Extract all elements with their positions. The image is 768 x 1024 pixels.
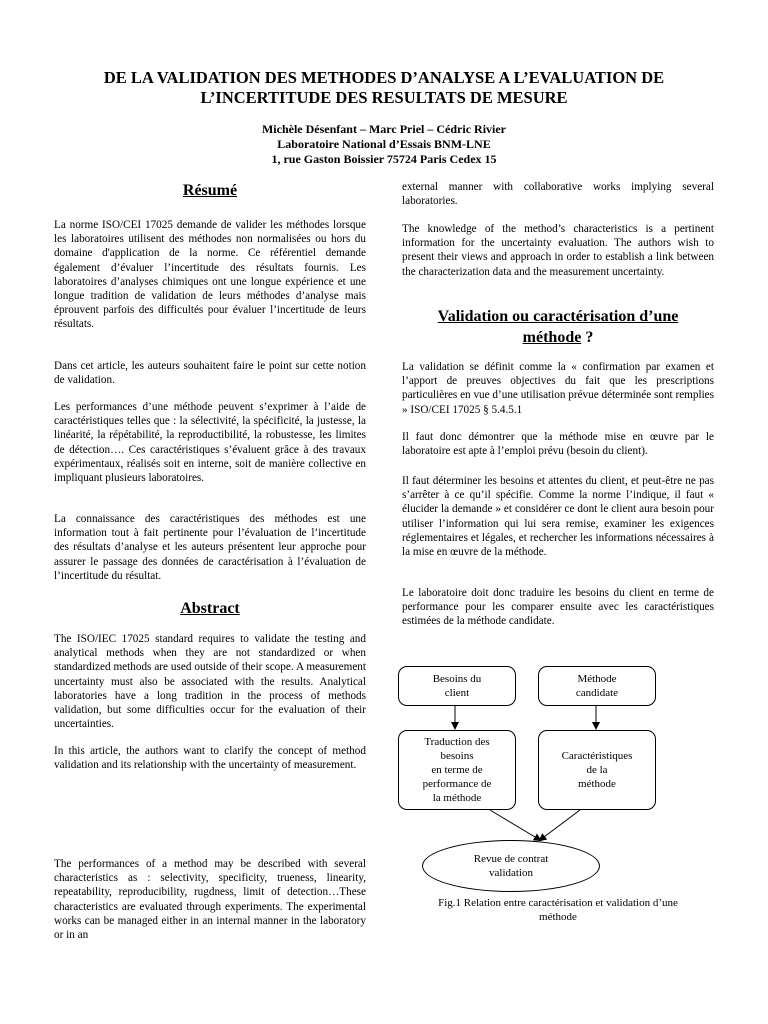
box4-line-1: Caractéristiques xyxy=(561,750,633,762)
box3-line-4: performance de xyxy=(422,778,492,790)
box3-line-3: en terme de xyxy=(431,764,483,776)
box-besoins-client xyxy=(398,666,516,706)
ellipse-revue-contrat xyxy=(422,840,600,892)
title-line-2: L’INCERTITUDE DES RESULTATS DE MESURE xyxy=(200,88,568,107)
paper-title xyxy=(40,68,728,108)
box3-line-5: la méthode xyxy=(432,792,482,804)
abstract-heading: Abstract xyxy=(180,600,240,617)
abstract-paragraph-2: In this article, the authors want to clarify the concept of method validation and its relationship with the uncertainty of measurement. xyxy=(54,745,366,772)
caption-line-2: méthode xyxy=(539,911,577,923)
arrow-box4-to-ellipse xyxy=(540,810,580,840)
ellipse-line-2: validation xyxy=(489,867,533,879)
box-caracteristiques-methode xyxy=(538,730,656,810)
box3-line-2: besoins xyxy=(440,750,474,762)
resume-paragraph-1: La norme ISO/CEI 17025 demande de valider les méthodes lorsque les laboratoires utilisent des méthodes non normalisées ou hors du domaine d'application de la norme. Ce référentiel demande également d’évaluer l’incertitude des résultats fournis. Les laboratoires d’analyses chimiques ont une longue expérience et une longue tradition de validation de leurs méthodes d’analyse mais éprouvent parfois des difficultés pour évaluer l’incertitude de leurs résultats. xyxy=(54,219,366,331)
abstract-paragraph-4: The knowledge of the method’s characteristics is a pertinent information for the uncertainty evaluation. The authors wish to present their views and approach in order to establish a link between the characterization data and the measurement uncertainty. xyxy=(402,223,714,278)
box2-line-1: Méthode xyxy=(577,673,617,685)
validation-heading-mark: ? xyxy=(581,329,594,346)
flow-diagram xyxy=(390,660,740,930)
box1-line-1: Besoins du xyxy=(432,673,482,685)
resume-paragraph-2: Dans cet article, les auteurs souhaitent faire le point sur cette notion de validation. xyxy=(54,360,366,387)
box4-line-3: méthode xyxy=(578,778,616,790)
box4-line-2: de la xyxy=(586,764,608,776)
box1-line-2: client xyxy=(444,687,470,699)
address: 1, rue Gaston Boissier 75724 Paris Cedex 15 xyxy=(271,152,497,166)
box2-line-2: candidate xyxy=(575,687,619,699)
validation-paragraph-1: La validation se définit comme la « confirmation par examen et l’apport de preuves objectives du fait que les prescriptions particulières en vue d’une utilisation prévue déterminée sont remplies » ISO/CEI 17025 § 5.4.5.1 xyxy=(402,361,714,416)
affiliation: Laboratoire National d’Essais BNM-LNE xyxy=(277,137,491,151)
box-methode-candidate xyxy=(538,666,656,706)
resume-paragraph-3: Les performances d’une méthode peuvent s’exprimer à l’aide de caractéristiques telles que : la sélectivité, la spécificité, la justesse, la linéarité, la répétabilité, la reproductibilité, la robustesse, les limites de détection…. Ces caractéristiques s’évaluent grâce à des travaux expérimentaux, réalisés soit en interne, soit de manière collective en impliquant plusieurs laboratoires. xyxy=(54,401,366,485)
validation-heading xyxy=(402,306,714,348)
ellipse-line-1: Revue de contrat xyxy=(473,853,549,865)
author-block xyxy=(40,122,728,167)
resume-heading: Résumé xyxy=(182,182,238,199)
validation-paragraph-4: Le laboratoire doit donc traduire les besoins du client en terme de performance pour les comparer ensuite avec les caractéristiques estimées de la méthode candidate. xyxy=(402,587,714,628)
validation-heading-line-1: Validation ou caractérisation d’une xyxy=(437,308,679,325)
resume-paragraph-4: La connaissance des caractéristiques des méthodes est une information tout à fait pertinente pour l’évaluation de l’incertitude des résultats d’analyse et les auteurs présentent leur approche pour assurer le passage des données de caractérisation à l’évaluation de l’incertitude du résultat. xyxy=(54,513,366,582)
title-line-1: DE LA VALIDATION DES METHODES D’ANALYSE A L’EVALUATION DE xyxy=(103,68,665,87)
abstract-paragraph-1: The ISO/IEC 17025 standard requires to validate the testing and analytical methods when they are not standardized or when standardized methods are used outside of their scope. A measurement uncertainty must also be associated with the results. Analytical laboratories have a long tradition in the process of methods validation, but some difficulties occur for the evaluation of their uncertainties. xyxy=(54,633,366,731)
abstract-paragraph-3: The performances of a method may be described with several characteristics as : selectivity, specificity, trueness, linearity, repeatability, reproducibility, rugdness, limit of detection…These characteristics are evaluated through experiments. The experimental works can be managed either in an internal manner in the laboratory or in an xyxy=(54,858,366,942)
validation-paragraph-3: Il faut déterminer les besoins et attentes du client, et peut-être ne pas s’arrêter à ce qu’il spécifie. Comme la norme l’indique, il faut « élucider la demande » et considérer ce dont le client aura besoin pour utiliser l’information qui lui sera remise, examiner les exigences réglementaires et légales, et rechercher les informations nécessaires à la mise en œuvre de la méthode. xyxy=(402,475,714,559)
authors: Michèle Désenfant – Marc Priel – Cédric Rivier xyxy=(261,122,507,136)
caption-line-1: Fig.1 Relation entre caractérisation et validation d’une xyxy=(438,897,678,909)
validation-paragraph-2: Il faut donc démontrer que la méthode mise en œuvre par le laboratoire est apte à l’emploi prévu (besoin du client). xyxy=(402,431,714,458)
box3-line-1: Traduction des xyxy=(424,736,490,748)
box-traduction-besoins xyxy=(398,730,516,810)
validation-heading-word: méthode xyxy=(522,329,582,346)
abstract-paragraph-3-continued: external manner with collaborative works implying several laboratories. xyxy=(402,181,714,208)
figure-caption xyxy=(390,896,726,924)
arrow-box3-to-ellipse xyxy=(490,810,540,840)
